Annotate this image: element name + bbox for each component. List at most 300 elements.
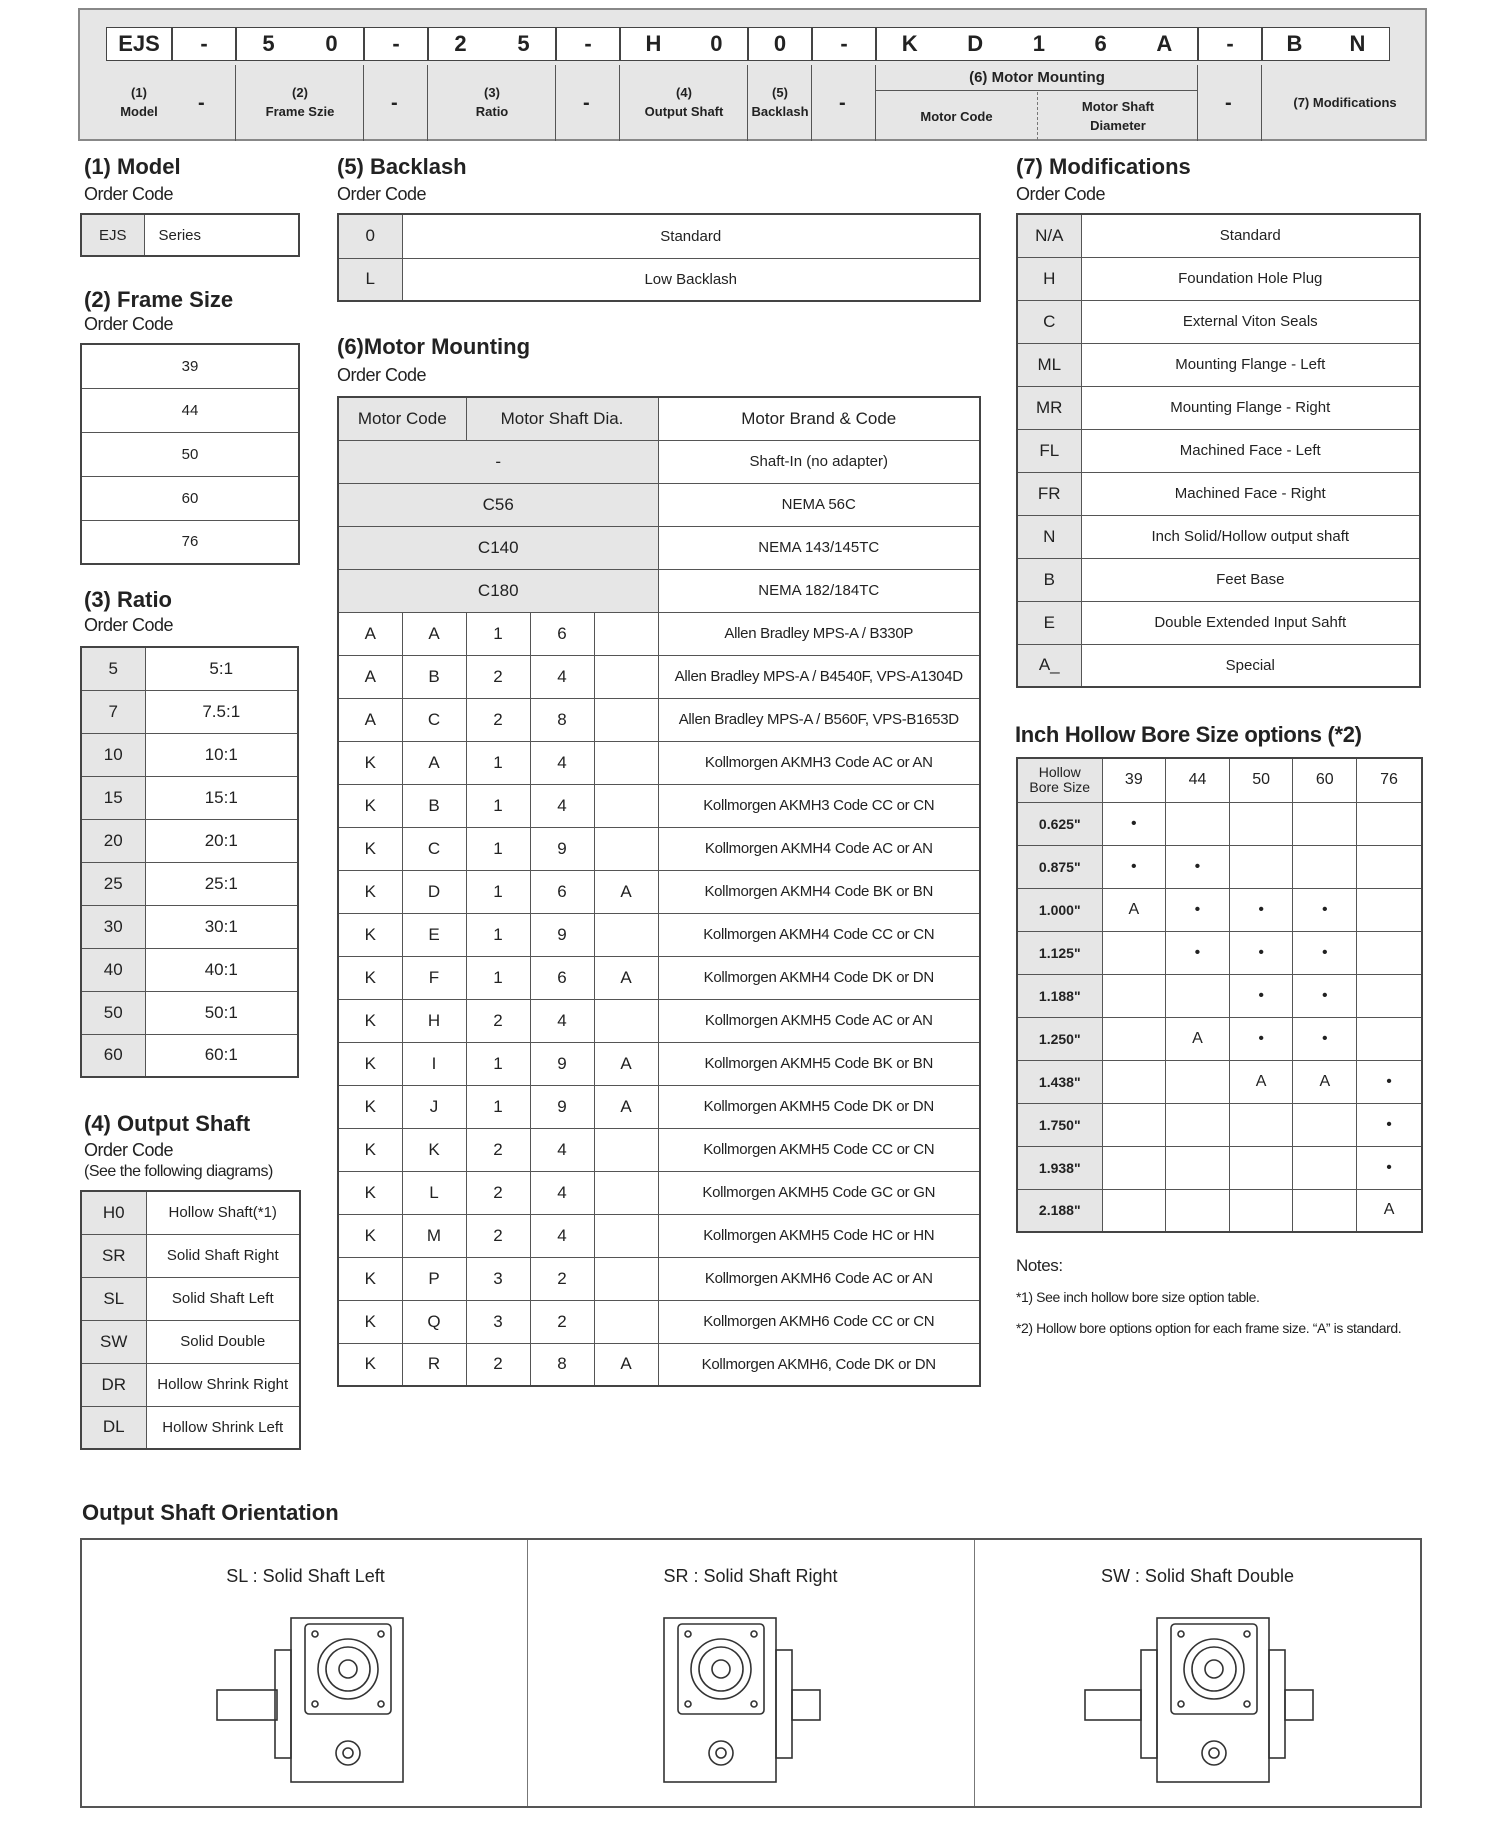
bore-size: 2.188"	[1017, 1189, 1102, 1232]
motor-code-cell: 2	[466, 698, 530, 741]
code-ratio: 2 5	[428, 27, 556, 61]
mod-desc: External Viton Seals	[1081, 300, 1420, 343]
ratio-code: 20	[81, 819, 145, 862]
motor-brand: Kollmorgen AKMH5 Code GC or GN	[658, 1171, 980, 1214]
motor-code-cell	[594, 655, 658, 698]
label-dash: -	[391, 92, 398, 114]
bore-cell: •	[1102, 845, 1166, 888]
mod-desc: Double Extended Input Sahft	[1081, 601, 1420, 644]
note-line: *1) See inch hollow bore size option table.	[1016, 1289, 1260, 1305]
mod-code: FR	[1017, 472, 1081, 515]
bore-cell	[1357, 931, 1422, 974]
ratio-value: 30:1	[145, 905, 298, 948]
ratio-value: 7.5:1	[145, 690, 298, 733]
motor-brand: Kollmorgen AKMH4 Code BK or BN	[658, 870, 980, 913]
bore-col-header: 50	[1229, 758, 1293, 802]
backlash-desc: Standard	[402, 214, 980, 258]
bore-cell	[1229, 845, 1293, 888]
code-dash: -	[1198, 27, 1262, 61]
ratio-code: 5	[81, 647, 145, 690]
motor-code-cell	[594, 913, 658, 956]
motor-code-cell: 4	[530, 999, 594, 1042]
note-line: *2) Hollow bore options option for each frame size. “A” is standard.	[1016, 1320, 1402, 1336]
motor-code-cell: K	[338, 827, 402, 870]
motor-code-cell: K	[338, 1214, 402, 1257]
model-title: (1) Model	[84, 154, 181, 179]
bore-cell: •	[1293, 931, 1357, 974]
motor-code-cell: 2	[466, 999, 530, 1042]
ratio-code: 7	[81, 690, 145, 733]
code-motor: K D 1 6 A	[876, 27, 1198, 61]
output-code: SW	[81, 1320, 146, 1363]
bore-cell	[1357, 1017, 1422, 1060]
ratio-order-code: Order Code	[84, 615, 174, 635]
motor-brand: Allen Bradley MPS-A / B330P	[658, 612, 980, 655]
bore-cell	[1229, 802, 1293, 845]
motor-code-cell: 6	[530, 956, 594, 999]
ratio-value: 60:1	[145, 1034, 298, 1077]
motor-code-cell: A	[402, 741, 466, 784]
bore-size: 1.438"	[1017, 1060, 1102, 1103]
code-dash: -	[812, 27, 876, 61]
motor-code-cell: 1	[466, 1085, 530, 1128]
backlash-title: (5) Backlash	[337, 154, 467, 179]
bore-cell	[1357, 888, 1422, 931]
code-dash: -	[172, 27, 236, 61]
model-table	[80, 213, 300, 257]
motor-code-cell: 9	[530, 1085, 594, 1128]
orientation-label-sr: SR : Solid Shaft Right	[663, 1566, 838, 1586]
bore-cell	[1102, 1189, 1166, 1232]
bore-cell: A	[1166, 1017, 1230, 1060]
bore-cell	[1102, 931, 1166, 974]
motor-brand: Kollmorgen AKMH3 Code AC or AN	[658, 741, 980, 784]
motor-code-cell: 2	[466, 655, 530, 698]
motor-brand: Shaft-In (no adapter)	[658, 440, 980, 483]
motor-code-cell: A	[338, 655, 402, 698]
motor-code-cell: Q	[402, 1300, 466, 1343]
bore-cell: A	[1293, 1060, 1357, 1103]
orientation-panel	[80, 1538, 1422, 1808]
bore-cell: A	[1229, 1060, 1293, 1103]
ratio-code: 30	[81, 905, 145, 948]
mod-code: C	[1017, 300, 1081, 343]
motor-code-cell: 1	[466, 1042, 530, 1085]
mod-code: N/A	[1017, 214, 1081, 257]
ratio-value: 15:1	[145, 776, 298, 819]
ratio-code: 60	[81, 1034, 145, 1077]
output-desc: Solid Double	[146, 1320, 300, 1363]
bore-cell	[1357, 845, 1422, 888]
mod-desc: Standard	[1081, 214, 1420, 257]
motor-header-dia: Motor Shaft Dia.	[466, 397, 658, 440]
motor-code-cell: A	[402, 612, 466, 655]
motor-code-cell: 8	[530, 698, 594, 741]
frame-order-code: Order Code	[84, 314, 174, 334]
bore-cell	[1166, 802, 1230, 845]
bore-cell	[1102, 1103, 1166, 1146]
output-desc: Hollow Shrink Right	[146, 1363, 300, 1406]
motor-merged-code: -	[338, 440, 658, 483]
motor-header-brand: Motor Brand & Code	[658, 397, 980, 440]
bore-col-header: 76	[1357, 758, 1422, 802]
motor-code-cell: R	[402, 1343, 466, 1386]
ratio-code: 50	[81, 991, 145, 1034]
bore-cell: •	[1357, 1146, 1422, 1189]
code-model: EJS	[106, 27, 172, 61]
frame-row: 50	[81, 432, 299, 476]
backlash-table	[337, 213, 981, 302]
motor-code-cell: C	[402, 698, 466, 741]
frame-row: 76	[81, 520, 299, 564]
motor-code-cell: 4	[530, 784, 594, 827]
motor-code-cell: 9	[530, 913, 594, 956]
ratio-value: 5:1	[145, 647, 298, 690]
motor-code-cell	[594, 1214, 658, 1257]
bore-cell: •	[1166, 931, 1230, 974]
bore-cell: •	[1229, 974, 1293, 1017]
orientation-label-sw: SW : Solid Shaft Double	[1100, 1566, 1295, 1586]
motor-merged-code: C56	[338, 483, 658, 526]
bore-cell: •	[1357, 1060, 1422, 1103]
bore-cell	[1357, 974, 1422, 1017]
motor-code-cell: 1	[466, 956, 530, 999]
orientation-title: Output Shaft Orientation	[82, 1500, 339, 1525]
model-code: EJS	[81, 214, 144, 256]
motor-brand: Allen Bradley MPS-A / B560F, VPS-B1653D	[658, 698, 980, 741]
motor-code-cell: A	[594, 1085, 658, 1128]
motor-brand: Kollmorgen AKMH3 Code CC or CN	[658, 784, 980, 827]
mod-code: E	[1017, 601, 1081, 644]
motor-code-cell: A	[338, 612, 402, 655]
motor-brand: NEMA 143/145TC	[658, 526, 980, 569]
mod-code: H	[1017, 257, 1081, 300]
motor-code-cell: H	[402, 999, 466, 1042]
motor-code-cell: K	[338, 1042, 402, 1085]
motor-code-cell	[594, 741, 658, 784]
bore-cell: •	[1293, 888, 1357, 931]
mod-code: FL	[1017, 429, 1081, 472]
motor-code-cell: 1	[466, 612, 530, 655]
code-backlash: 0	[748, 27, 812, 61]
mod-desc: Mounting Flange - Right	[1081, 386, 1420, 429]
motor-brand: Kollmorgen AKMH5 Code AC or AN	[658, 999, 980, 1042]
bore-title: Inch Hollow Bore Size options (*2)	[1015, 722, 1362, 747]
mod-code: MR	[1017, 386, 1081, 429]
motor-code-cell	[594, 1300, 658, 1343]
motor-code-cell	[594, 1257, 658, 1300]
mod-desc: Mounting Flange - Left	[1081, 343, 1420, 386]
frame-row: 44	[81, 388, 299, 432]
ratio-value: 20:1	[145, 819, 298, 862]
motor-code-cell: 4	[530, 655, 594, 698]
label-motor-code: Motor Code	[920, 108, 993, 124]
output-note: (See the following diagrams)	[84, 1163, 273, 1180]
motor-brand: NEMA 182/184TC	[658, 569, 980, 612]
motor-code-cell: D	[402, 870, 466, 913]
bore-cell	[1166, 1103, 1230, 1146]
motor-code-cell: 1	[466, 827, 530, 870]
motor-code-cell: 4	[530, 1214, 594, 1257]
motor-code-cell: K	[338, 741, 402, 784]
ratio-value: 10:1	[145, 733, 298, 776]
motor-code-cell: M	[402, 1214, 466, 1257]
label-backlash: (5) Backlash	[751, 85, 809, 119]
bore-col-header: 60	[1293, 758, 1357, 802]
model-desc: Series	[144, 214, 299, 256]
motor-code-cell: K	[338, 1300, 402, 1343]
motor-code-cell: K	[338, 1128, 402, 1171]
code-frame: 5 0	[236, 27, 364, 61]
label-output: (4) Output Shaft	[644, 85, 724, 119]
label-dash: -	[1225, 92, 1232, 114]
mod-desc: Inch Solid/Hollow output shaft	[1081, 515, 1420, 558]
motor-code-cell: 3	[466, 1300, 530, 1343]
bore-cell: •	[1102, 802, 1166, 845]
output-order-code: Order Code	[84, 1140, 174, 1160]
bore-cell	[1293, 1103, 1357, 1146]
solid-shaft-left-diagram	[207, 1608, 407, 1793]
motor-code-cell: 1	[466, 741, 530, 784]
mod-code: B	[1017, 558, 1081, 601]
motor-code-cell: K	[338, 1343, 402, 1386]
bore-cell	[1357, 802, 1422, 845]
ratio-title: (3) Ratio	[84, 587, 172, 612]
motor-title: (6)Motor Mounting	[337, 334, 531, 359]
motor-code-cell: 1	[466, 784, 530, 827]
motor-code-cell: E	[402, 913, 466, 956]
motor-code-cell: 6	[530, 612, 594, 655]
solid-shaft-double-diagram	[1075, 1608, 1315, 1793]
mod-code: N	[1017, 515, 1081, 558]
ratio-value: 40:1	[145, 948, 298, 991]
code-dash: -	[364, 27, 428, 61]
label-modifications: (7) Modifications	[1293, 94, 1397, 110]
notes-title: Notes:	[1016, 1256, 1063, 1275]
motor-brand: Kollmorgen AKMH4 Code DK or DN	[658, 956, 980, 999]
model-order-code: Order Code	[84, 184, 174, 204]
motor-code-cell: A	[594, 1343, 658, 1386]
bore-cell: •	[1229, 931, 1293, 974]
mod-code: ML	[1017, 343, 1081, 386]
motor-code-cell	[594, 784, 658, 827]
output-code: SR	[81, 1234, 146, 1277]
code-output: H 0	[620, 27, 748, 61]
motor-code-cell: K	[402, 1128, 466, 1171]
ratio-value: 25:1	[145, 862, 298, 905]
backlash-desc: Low Backlash	[402, 258, 980, 301]
output-desc: Solid Shaft Left	[146, 1277, 300, 1320]
output-code: DR	[81, 1363, 146, 1406]
bore-size: 1.250"	[1017, 1017, 1102, 1060]
motor-code-cell: 2	[530, 1257, 594, 1300]
bore-size: 1.000"	[1017, 888, 1102, 931]
bore-cell: •	[1357, 1103, 1422, 1146]
motor-code-cell: B	[402, 655, 466, 698]
mod-title: (7) Modifications	[1016, 154, 1191, 179]
motor-code-cell: B	[402, 784, 466, 827]
motor-brand: Kollmorgen AKMH4 Code CC or CN	[658, 913, 980, 956]
label-dash: -	[839, 92, 846, 114]
motor-code-cell: 9	[530, 1042, 594, 1085]
motor-brand: Kollmorgen AKMH5 Code DK or DN	[658, 1085, 980, 1128]
bore-cell: •	[1166, 888, 1230, 931]
bore-cell	[1293, 845, 1357, 888]
motor-code-cell	[594, 1128, 658, 1171]
motor-code-cell: 1	[466, 913, 530, 956]
motor-table	[337, 396, 981, 1387]
bore-size: 0.875"	[1017, 845, 1102, 888]
bore-table	[1016, 757, 1423, 1233]
motor-code-cell: A	[594, 956, 658, 999]
motor-code-cell	[594, 1171, 658, 1214]
mod-order-code: Order Code	[1016, 184, 1106, 204]
label-frame: (2) Frame Szie	[265, 85, 335, 119]
motor-code-cell: 2	[466, 1343, 530, 1386]
output-title: (4) Output Shaft	[84, 1111, 251, 1136]
motor-code-cell: A	[594, 870, 658, 913]
bore-cell: •	[1229, 1017, 1293, 1060]
code-modifications: B N	[1262, 27, 1390, 61]
motor-code-cell	[594, 612, 658, 655]
bore-size: 1.188"	[1017, 974, 1102, 1017]
bore-size: 1.938"	[1017, 1146, 1102, 1189]
mod-desc: Feet Base	[1081, 558, 1420, 601]
motor-code-cell: 2	[466, 1128, 530, 1171]
code-dash: -	[556, 27, 620, 61]
motor-code-cell: 2	[530, 1300, 594, 1343]
bore-cell	[1166, 1060, 1230, 1103]
bore-cell	[1293, 802, 1357, 845]
output-code: H0	[81, 1191, 146, 1234]
ratio-code: 15	[81, 776, 145, 819]
motor-code-cell: I	[402, 1042, 466, 1085]
motor-code-cell: K	[338, 956, 402, 999]
motor-brand: Allen Bradley MPS-A / B4540F, VPS-A1304D	[658, 655, 980, 698]
motor-code-cell	[594, 698, 658, 741]
output-desc: Solid Shaft Right	[146, 1234, 300, 1277]
bore-cell	[1166, 974, 1230, 1017]
motor-brand: NEMA 56C	[658, 483, 980, 526]
motor-code-cell: F	[402, 956, 466, 999]
output-table	[80, 1190, 301, 1450]
bore-col-header: 44	[1166, 758, 1230, 802]
bore-cell	[1229, 1146, 1293, 1189]
motor-code-cell: 2	[466, 1214, 530, 1257]
motor-code-cell: A	[338, 698, 402, 741]
backlash-code: 0	[338, 214, 402, 258]
motor-code-cell: K	[338, 999, 402, 1042]
motor-code-cell: K	[338, 1085, 402, 1128]
bore-size: 1.750"	[1017, 1103, 1102, 1146]
label-model: (1) Model	[120, 85, 158, 119]
motor-code-cell: 6	[530, 870, 594, 913]
motor-brand: Kollmorgen AKMH6, Code DK or DN	[658, 1343, 980, 1386]
mod-desc: Foundation Hole Plug	[1081, 257, 1420, 300]
frame-title: (2) Frame Size	[84, 287, 234, 312]
output-code: SL	[81, 1277, 146, 1320]
ratio-code: 10	[81, 733, 145, 776]
bore-size: 0.625"	[1017, 802, 1102, 845]
bore-cell	[1229, 1103, 1293, 1146]
motor-brand: Kollmorgen AKMH6 Code AC or AN	[658, 1257, 980, 1300]
motor-code-cell: K	[338, 1171, 402, 1214]
bore-cell: A	[1102, 888, 1166, 931]
motor-merged-code: C140	[338, 526, 658, 569]
motor-code-cell: K	[338, 870, 402, 913]
mod-code: A_	[1017, 644, 1081, 687]
motor-code-cell	[594, 999, 658, 1042]
motor-code-cell: C	[402, 827, 466, 870]
motor-merged-code: C180	[338, 569, 658, 612]
motor-code-cell: 4	[530, 1171, 594, 1214]
bore-cell: •	[1229, 888, 1293, 931]
backlash-order-code: Order Code	[337, 184, 427, 204]
mod-desc: Special	[1081, 644, 1420, 687]
label-dash: -	[198, 92, 205, 114]
ratio-code: 40	[81, 948, 145, 991]
mod-table	[1016, 213, 1421, 688]
bore-cell	[1102, 1017, 1166, 1060]
motor-order-code: Order Code	[337, 365, 427, 385]
motor-code-cell: 4	[530, 1128, 594, 1171]
bore-header-label: Hollow Bore Size	[1017, 758, 1102, 802]
bore-cell	[1293, 1189, 1357, 1232]
motor-code-cell: 2	[466, 1171, 530, 1214]
solid-shaft-right-diagram	[652, 1608, 852, 1793]
motor-brand: Kollmorgen AKMH5 Code BK or BN	[658, 1042, 980, 1085]
motor-code-cell: K	[338, 784, 402, 827]
bore-cell	[1166, 1189, 1230, 1232]
output-desc: Hollow Shaft(*1)	[146, 1191, 300, 1234]
motor-code-cell: 1	[466, 870, 530, 913]
bore-cell	[1102, 1060, 1166, 1103]
motor-code-cell: 8	[530, 1343, 594, 1386]
motor-code-cell: A	[594, 1042, 658, 1085]
ratio-value: 50:1	[145, 991, 298, 1034]
motor-brand: Kollmorgen AKMH4 Code AC or AN	[658, 827, 980, 870]
label-motor-shaft: Motor Shaft Diameter	[1081, 99, 1155, 133]
motor-code-cell: J	[402, 1085, 466, 1128]
ratio-code: 25	[81, 862, 145, 905]
bore-cell	[1102, 1146, 1166, 1189]
label-motor-mounting: (6) Motor Mounting	[876, 67, 1198, 91]
label-dash: -	[583, 92, 590, 114]
motor-code-cell	[594, 827, 658, 870]
bore-size: 1.125"	[1017, 931, 1102, 974]
bore-cell: A	[1357, 1189, 1422, 1232]
motor-code-cell: 4	[530, 741, 594, 784]
frame-table	[80, 343, 300, 565]
bore-cell	[1102, 974, 1166, 1017]
motor-brand: Kollmorgen AKMH6 Code CC or CN	[658, 1300, 980, 1343]
label-ratio: (3) Ratio	[475, 85, 509, 119]
orientation-label-sl: SL : Solid Shaft Left	[226, 1566, 385, 1586]
bore-cell	[1229, 1189, 1293, 1232]
bore-col-header: 39	[1102, 758, 1166, 802]
backlash-code: L	[338, 258, 402, 301]
motor-header-code: Motor Code	[338, 397, 466, 440]
motor-brand: Kollmorgen AKMH5 Code HC or HN	[658, 1214, 980, 1257]
bore-cell	[1293, 1146, 1357, 1189]
frame-row: 60	[81, 476, 299, 520]
motor-brand: Kollmorgen AKMH5 Code CC or CN	[658, 1128, 980, 1171]
output-code: DL	[81, 1406, 146, 1449]
bore-cell	[1166, 1146, 1230, 1189]
motor-code-cell: L	[402, 1171, 466, 1214]
ratio-table	[80, 646, 299, 1078]
bore-cell: •	[1293, 974, 1357, 1017]
